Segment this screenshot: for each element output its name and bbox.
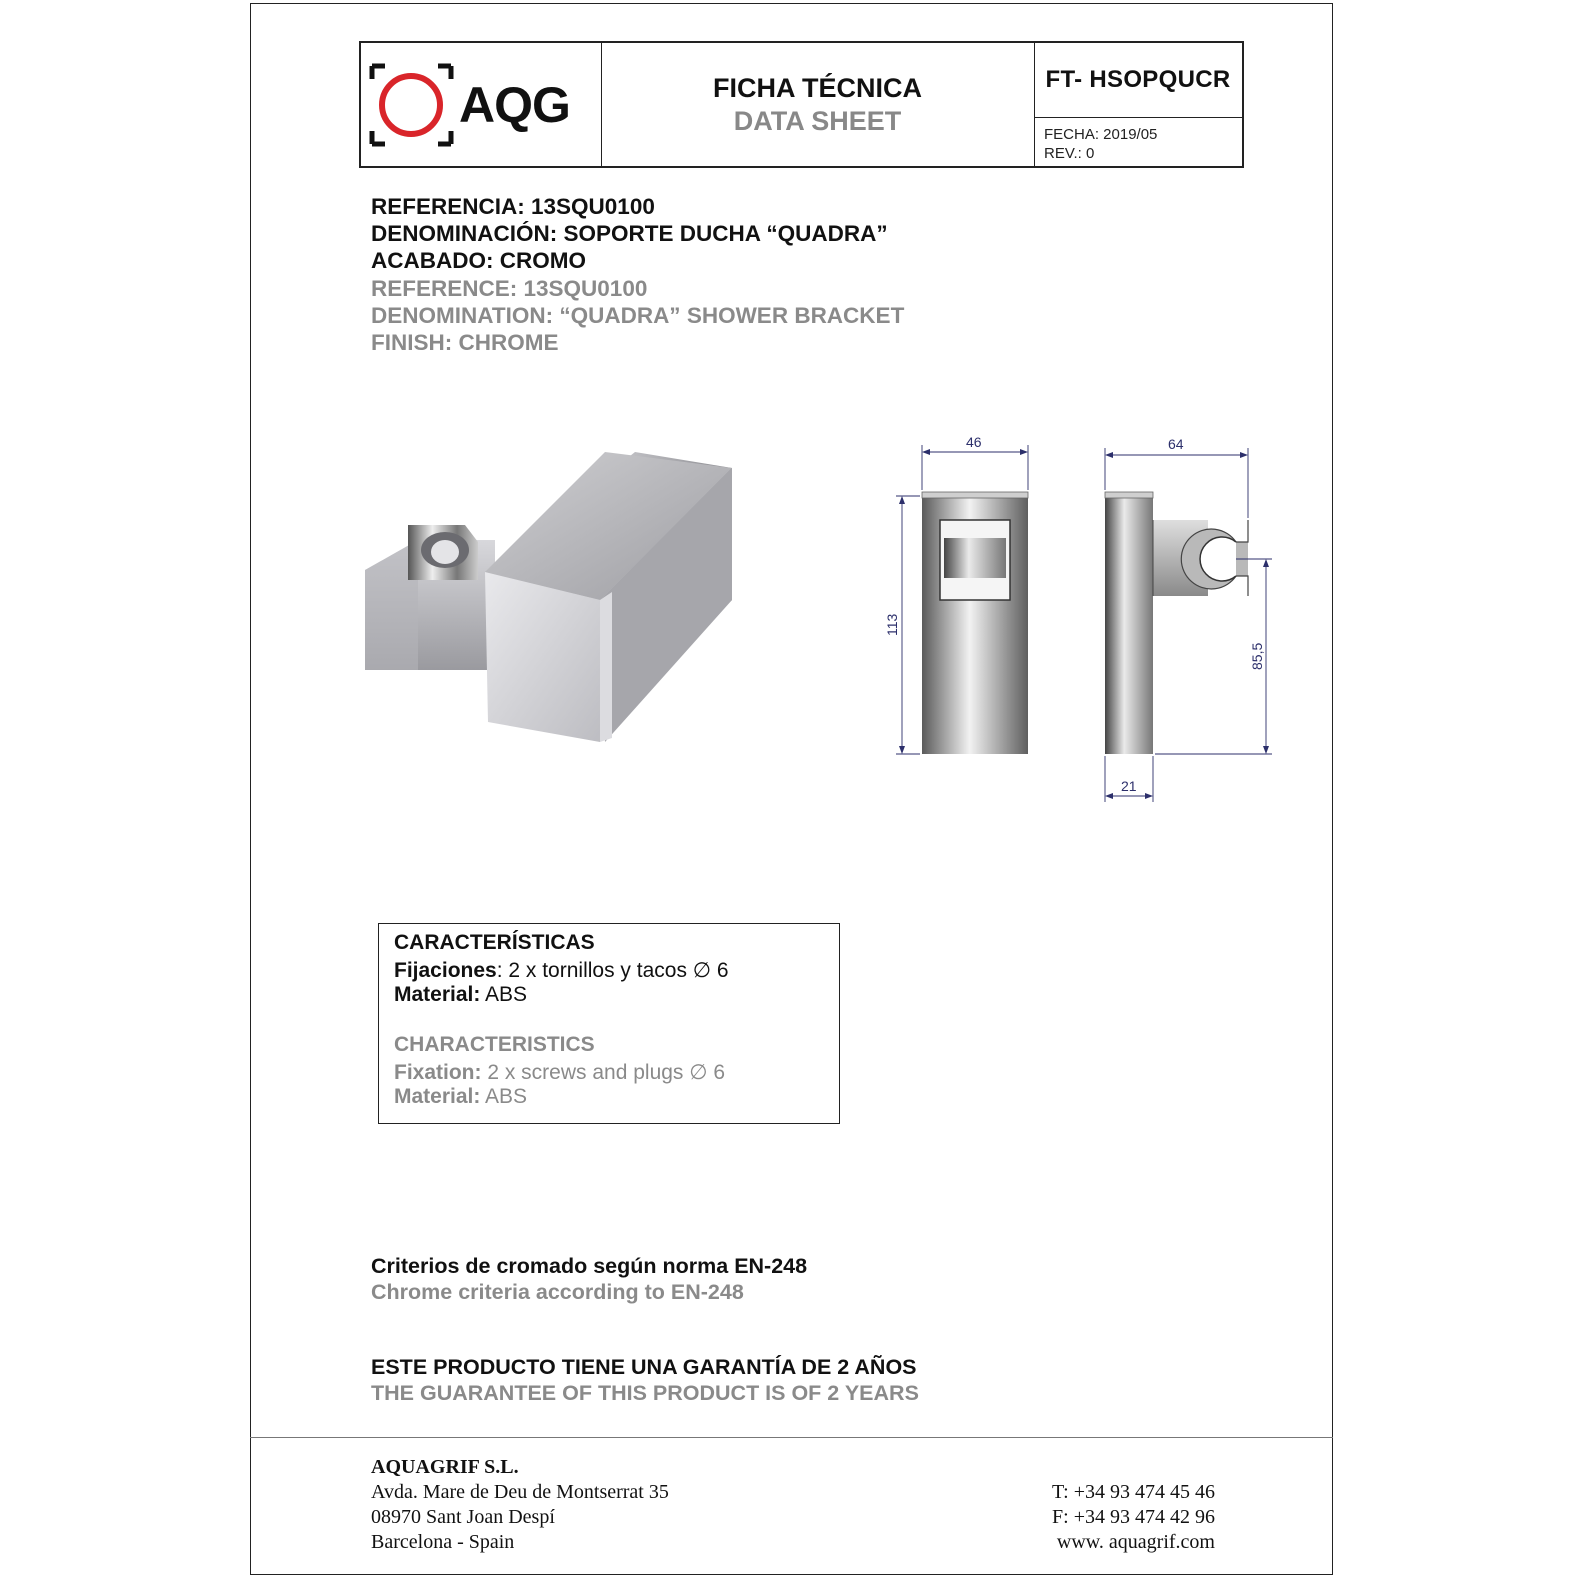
fixation-es [394, 958, 729, 983]
material-value-es: ABS [480, 983, 528, 1006]
fax-number: F: +34 93 474 42 96 [1052, 1506, 1215, 1528]
guarantee-es: ESTE PRODUCTO TIENE UNA GARANTÍA DE 2 AÑOS [371, 1355, 917, 1379]
material-value-en: ABS [480, 1085, 528, 1108]
characteristics-title-es: CARACTERÍSTICAS [394, 931, 595, 954]
title-spanish: FICHA TÉCNICA [713, 73, 922, 103]
characteristics-box [378, 923, 840, 1124]
denomination-es: DENOMINACIÓN: SOPORTE DUCHA “QUADRA” [371, 221, 888, 246]
address-line-1: Avda. Mare de Deu de Montserrat 35 [371, 1481, 669, 1503]
dim-front-width: 46 [966, 434, 982, 450]
date-label: FECHA: 2019/05 [1044, 126, 1158, 143]
footer-address [371, 1455, 669, 1555]
fixation-label-es: Fijaciones [394, 959, 497, 982]
fixation-value-en: 2 x screws and plugs ∅ 6 [481, 1061, 726, 1084]
footer-divider [250, 1437, 1333, 1438]
header-table [359, 41, 1244, 168]
phone-number: T: +34 93 474 45 46 [1051, 1481, 1215, 1503]
material-en [394, 1085, 527, 1109]
fixation-value-es: : 2 x tornillos y tacos ∅ 6 [496, 959, 729, 982]
material-es [394, 983, 527, 1007]
material-label-en: Material: [394, 1085, 481, 1108]
address-line-2: 08970 Sant Joan Despí [371, 1506, 555, 1528]
address-line-3: Barcelona - Spain [371, 1531, 515, 1553]
dim-front-height: 113 [884, 613, 900, 636]
material-label-es: Material: [394, 983, 481, 1006]
dim-side-width: 64 [1168, 436, 1184, 452]
reference-es: REFERENCIA: 13SQU0100 [371, 194, 655, 219]
finish-en: FINISH: CHROME [371, 330, 559, 355]
revision-info [1044, 125, 1157, 163]
footer-contact [960, 1480, 1215, 1555]
logo-mark-icon [369, 63, 454, 147]
dim-side-depth: 21 [1121, 778, 1137, 794]
code-cell [1034, 43, 1242, 166]
chrome-criteria-es: Criterios de cromado según norma EN-248 [371, 1254, 808, 1278]
website-link[interactable]: www. aquagrif.com [1056, 1531, 1215, 1553]
characteristics-title-en: CHARACTERISTICS [394, 1033, 595, 1056]
front-view [884, 434, 1028, 754]
chrome-criteria-en: Chrome criteria according to EN-248 [371, 1280, 744, 1304]
denomination-en: DENOMINATION: “QUADRA” SHOWER BRACKET [371, 303, 905, 328]
logo-text: AQG [459, 77, 570, 133]
document-code: FT- HSOPQUCR [1034, 43, 1242, 118]
fixation-label-en: Fixation: [394, 1061, 482, 1084]
rev-label: REV.: 0 [1044, 145, 1095, 162]
dim-side-height: 85,5 [1249, 642, 1265, 670]
side-view [1105, 436, 1272, 802]
title-cell [601, 43, 1035, 166]
logo-cell [361, 43, 602, 166]
reference-en: REFERENCE: 13SQU0100 [371, 276, 648, 301]
finish-es: ACABADO: CROMO [371, 248, 586, 273]
company-name: AQUAGRIF S.L. [371, 1456, 519, 1478]
product-photo [360, 450, 750, 760]
fixation-en [394, 1060, 725, 1085]
title-english: DATA SHEET [733, 106, 902, 136]
technical-drawing [880, 430, 1300, 810]
guarantee-en: THE GUARANTEE OF THIS PRODUCT IS OF 2 YEARS [371, 1381, 919, 1405]
